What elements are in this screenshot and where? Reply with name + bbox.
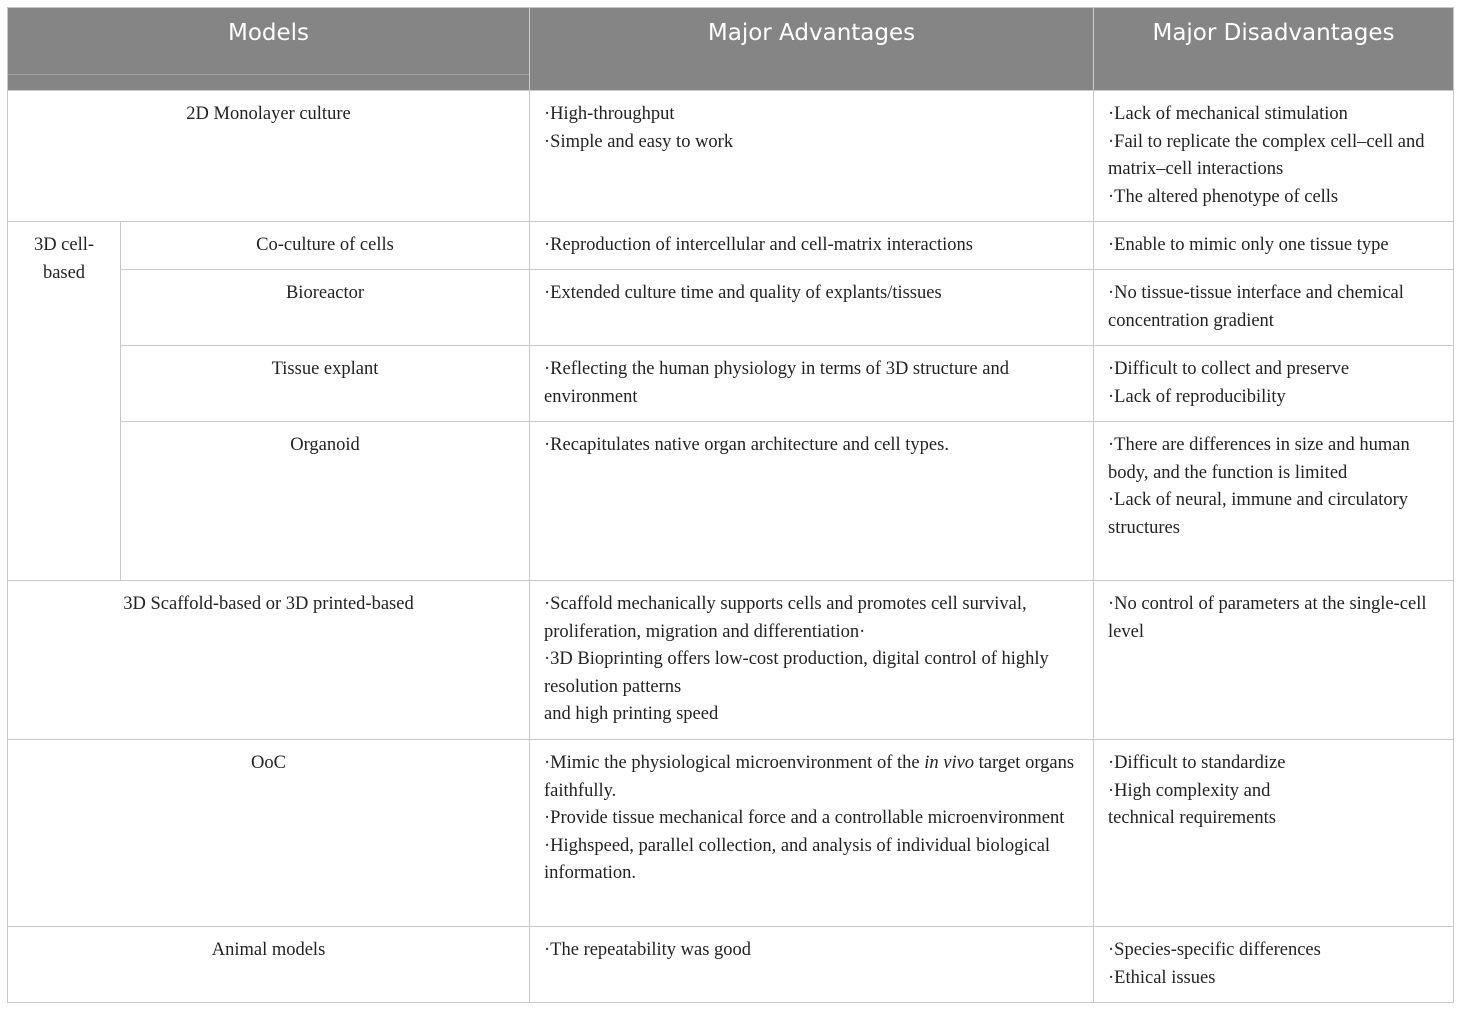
table-row	[8, 270, 1454, 346]
advantage-item	[544, 750, 1079, 805]
disadvantage-item: ·Enable to mimic only one tissue type	[1108, 235, 1389, 255]
disadvantage-item: ·High complexity and technical requirements	[1108, 780, 1276, 829]
group-label-3d-cell-based: 3D cell-based	[8, 222, 121, 581]
advantages-cell	[530, 581, 1094, 740]
advantages-cell	[530, 740, 1094, 927]
disadvantages-cell	[1094, 740, 1454, 927]
disadvantages-cell	[1094, 346, 1454, 422]
advantage-item: ·Reflecting the human physiology in terms of 3D structure and environment	[544, 359, 1009, 407]
header-advantages-label: Major Advantages	[707, 20, 916, 46]
advantage-item: ·The repeatability was good	[544, 940, 752, 960]
advantage-text: target organs faithfully.	[544, 753, 1075, 801]
disadvantages-cell	[1094, 270, 1454, 346]
advantage-text: ·Mimic the physiological microenvironment of the	[544, 753, 925, 773]
advantage-item: ·Recapitulates native organ architecture and cell types.	[544, 435, 949, 455]
advantages-cell	[530, 270, 1094, 346]
model-cell: Organoid	[121, 422, 530, 581]
model-cell: Animal models	[8, 927, 530, 1003]
advantage-item: and high printing speed	[544, 704, 719, 725]
disadvantage-item: ·Lack of neural, immune and circulatory structures	[1108, 490, 1408, 538]
advantages-cell	[530, 222, 1094, 270]
disadvantages-cell	[1094, 91, 1454, 222]
disadvantage-item: ·Species-specific differences	[1108, 940, 1321, 960]
advantage-italic-text: in vivo	[924, 753, 975, 773]
disadvantage-item: ·Lack of mechanical stimulation	[1108, 104, 1348, 124]
model-cell: 2D Monolayer culture	[8, 91, 530, 222]
model-cell: OoC	[8, 740, 530, 927]
table-row	[8, 422, 1454, 581]
advantages-cell	[530, 422, 1094, 581]
advantage-item: ·Provide tissue mechanical force and a controllable microenvironment	[544, 808, 1065, 829]
disadvantages-cell	[1094, 422, 1454, 581]
disadvantage-item: ·Ethical issues	[1108, 967, 1216, 988]
table-row	[8, 91, 1454, 222]
advantages-cell	[530, 91, 1094, 222]
header-models-label: Models	[227, 20, 310, 46]
model-cell: Tissue explant	[121, 346, 530, 422]
header-models	[8, 8, 530, 91]
disadvantages-cell	[1094, 927, 1454, 1003]
header-row	[8, 8, 1454, 91]
model-cell: Bioreactor	[121, 270, 530, 346]
advantage-item: ·Simple and easy to work	[544, 131, 734, 152]
disadvantage-item: ·Lack of reproducibility	[1108, 386, 1286, 407]
disadvantage-item: ·Fail to replicate the complex cell–cell and matrix–cell interactions	[1108, 131, 1425, 180]
table-row	[8, 581, 1454, 740]
disadvantage-item: ·Difficult to collect and preserve	[1108, 359, 1350, 379]
advantage-item: ·Scaffold mechanically supports cells and promotes cell survival, proliferation, migration and differentiation·	[544, 594, 1027, 642]
header-divider	[8, 74, 529, 75]
table-row	[8, 927, 1454, 1003]
advantage-item: ·Highspeed, parallel collection, and analysis of individual biological information.	[544, 835, 1051, 884]
advantage-item: ·Extended culture time and quality of explants/tissues	[544, 283, 942, 303]
advantage-item: ·High-throughput	[544, 104, 675, 124]
comparison-table	[7, 7, 1454, 1003]
disadvantage-item: ·No tissue-tissue interface and chemical concentration gradient	[1108, 283, 1404, 331]
disadvantages-cell	[1094, 581, 1454, 740]
header-disadvantages-label: Major Disadvantages	[1152, 20, 1395, 46]
model-cell: 3D Scaffold-based or 3D printed-based	[8, 581, 530, 740]
advantages-cell	[530, 346, 1094, 422]
table-row	[8, 222, 1454, 270]
disadvantage-item: ·Difficult to standardize	[1108, 753, 1286, 773]
advantage-item: ·3D Bioprinting offers low-cost production, digital control of highly resolution patterns	[544, 649, 1049, 697]
model-cell: Co-culture of cells	[121, 222, 530, 270]
header-advantages	[530, 8, 1094, 91]
disadvantage-item: ·There are differences in size and human body, and the function is limited	[1108, 435, 1410, 483]
advantage-item: ·Reproduction of intercellular and cell-matrix interactions	[544, 235, 973, 255]
disadvantages-cell	[1094, 222, 1454, 270]
header-disadvantages	[1094, 8, 1454, 91]
table-row	[8, 346, 1454, 422]
table-row	[8, 740, 1454, 927]
advantages-cell	[530, 927, 1094, 1003]
disadvantage-item: ·The altered phenotype of cells	[1108, 186, 1339, 207]
disadvantage-item: ·No control of parameters at the single-cell level	[1108, 594, 1427, 642]
